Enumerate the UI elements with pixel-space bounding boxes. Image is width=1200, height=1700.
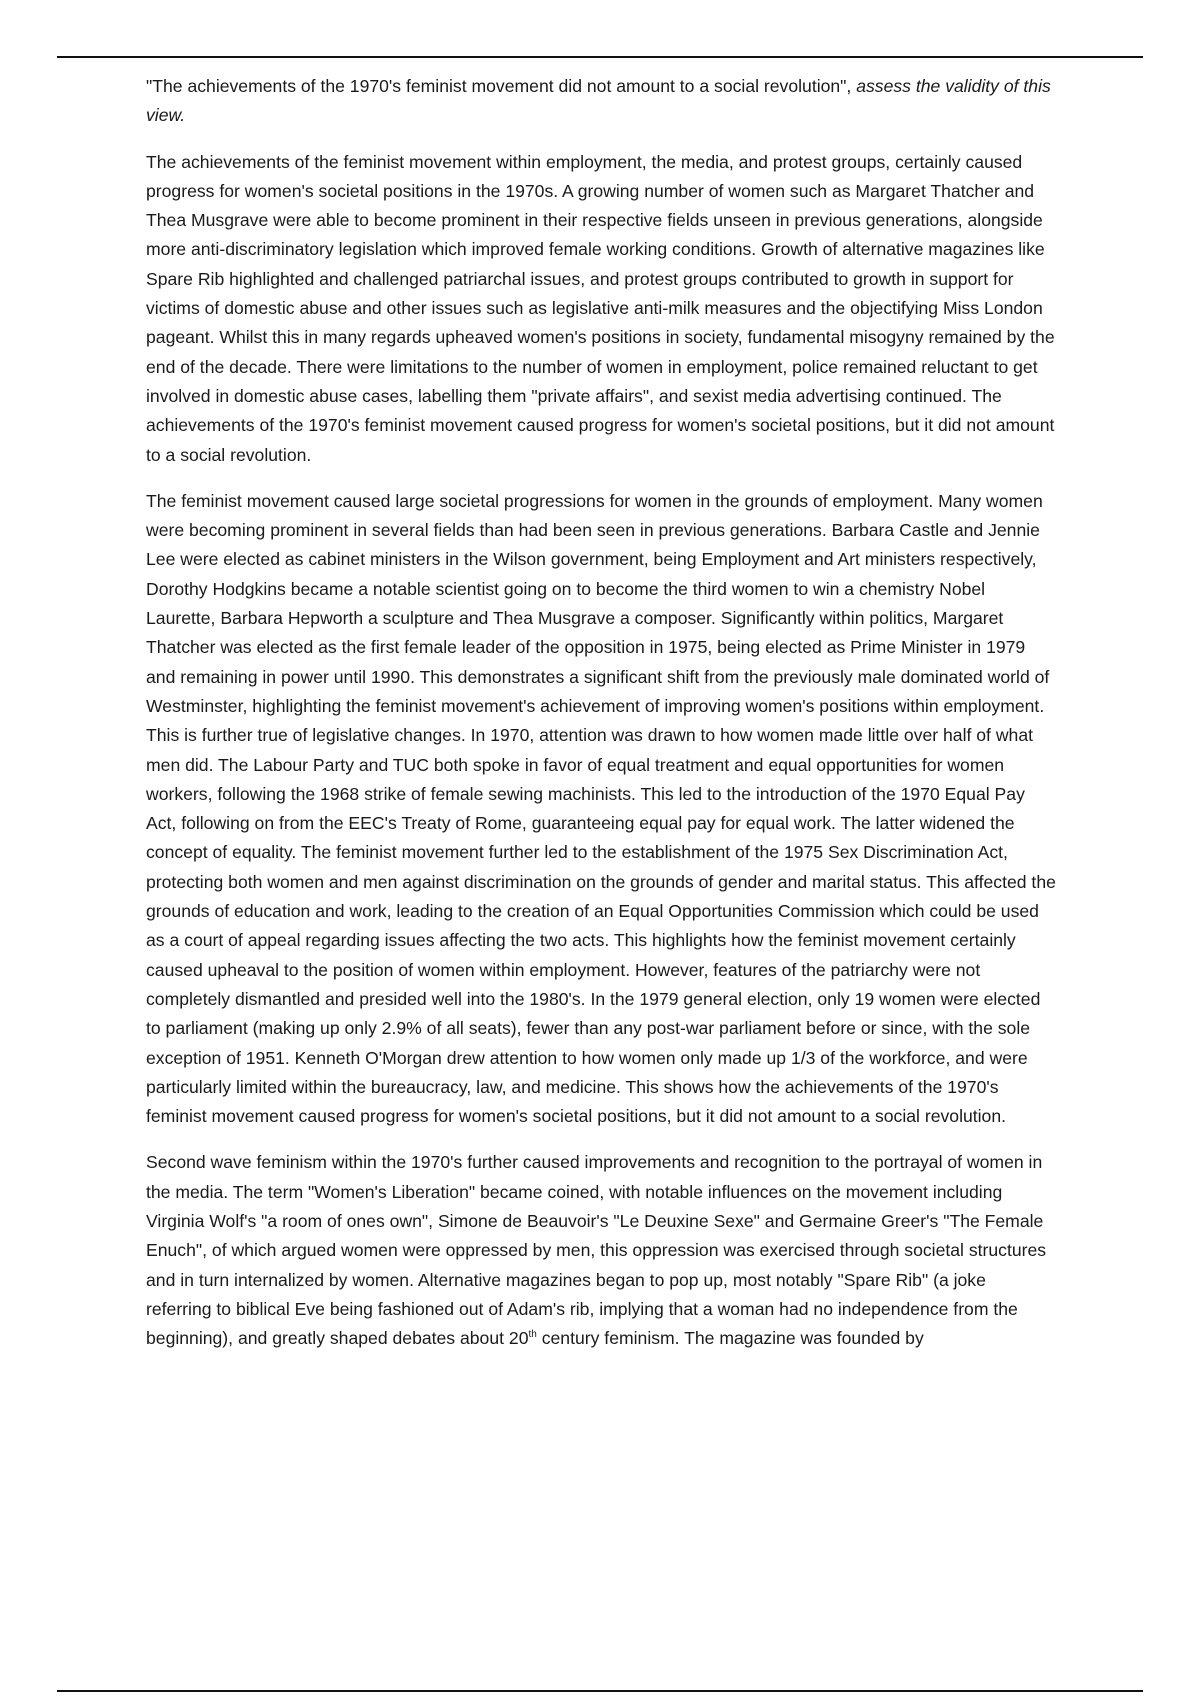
paragraph-media	[146, 1148, 1056, 1353]
ordinal-superscript: th	[528, 1329, 537, 1341]
top-rule	[57, 56, 1143, 58]
question-instruction: assess the validity of this view.	[146, 76, 1051, 126]
bottom-rule	[57, 1690, 1143, 1692]
essay-body	[146, 72, 1056, 1370]
paragraph-media-text: Second wave feminism within the 1970's further caused improvements and recognition to the portrayal of women in the media. The term "Women's Liberation" became coined, with notable influences on the movement including Virginia Wolf's "a room of ones own", Simone de Beauvoir's "Le Deuxine Sexe" and Germaine Greer's "The Female Enuch", of which argued women were oppressed by men, this oppression was exercised through societal structures and in turn internalized by women. Alternative magazines began to pop up, most notably "Spare Rib" (a joke referring to biblical Eve being fashioned out of Adam's rib, implying that a woman had no independence from the beginning), and greatly shaped debates about 20	[146, 1152, 1047, 1349]
essay-question	[146, 72, 1056, 131]
paragraph-media-text-end: century feminism. The magazine was founded by	[536, 1328, 924, 1349]
question-quote: "The achievements of the 1970's feminist movement did not amount to a social revolution",	[146, 76, 857, 96]
paragraph-introduction: The achievements of the feminist movement within employment, the media, and protest groups, certainly caused progress for women's societal positions in the 1970s. A growing number of women such as Margaret Thatcher and Thea Musgrave were able to become prominent in their respective fields unseen in previous generations, alongside more anti-discriminatory legislation which improved female working conditions. Growth of alternative magazines like Spare Rib highlighted and challenged patriarchal issues, and protest groups contributed to growth in support for victims of domestic abuse and other issues such as legislative anti-milk measures and the objectifying Miss London pageant. Whilst this in many regards upheaved women's positions in society, fundamental misogyny remained by the end of the decade. There were limitations to the number of women in employment, police remained reluctant to get involved in domestic abuse cases, labelling them "private affairs", and sexist media advertising continued. The achievements of the 1970's feminist movement caused progress for women's societal positions, but it did not amount to a social revolution.	[146, 151, 1055, 465]
paragraph-employment: The feminist movement caused large societal progressions for women in the grounds of employment. Many women were becoming prominent in several fields than had been seen in previous generations. Barbara Castle and Jennie Lee were elected as cabinet ministers in the Wilson government, being Employment and Art ministers respectively, Dorothy Hodgkins became a notable scientist going on to become the third women to win a chemistry Nobel Laurette, Barbara Hepworth a sculpture and Thea Musgrave a composer. Significantly within politics, Margaret Thatcher was elected as the first female leader of the opposition in 1975, being elected as Prime Minister in 1979 and remaining in power until 1990. This demonstrates a significant shift from the previously male dominated world of Westminster, highlighting the feminist movement's achievement of improving women's positions within employment. This is further true of legislative changes. In 1970, attention was drawn to how women made little over half of what men did. The Labour Party and TUC both spoke in favor of equal treatment and equal opportunities for women workers, following the 1968 strike of female sewing machinists. This led to the introduction of the 1970 Equal Pay Act, following on from the EEC's Treaty of Rome, guaranteeing equal pay for equal work. The latter widened the concept of equality. The feminist movement further led to the establishment of the 1975 Sex Discrimination Act, protecting both women and men against discrimination on the grounds of gender and marital status. This affected the grounds of education and work, leading to the creation of an Equal Opportunities Commission which could be used as a court of appeal regarding issues affecting the two acts. This highlights how the feminist movement certainly caused upheaval to the position of women within employment. However, features of the patriarchy were not completely dismantled and presided well into the 1980's. In the 1979 general election, only 19 women were elected to parliament (making up only 2.9% of all seats), fewer than any post-war parliament before or since, with the sole exception of 1951. Kenneth O'Morgan drew attention to how women only made up 1/3 of the workforce, and were particularly limited within the bureaucracy, law, and medicine. This shows how the achievements of the 1970's feminist movement caused progress for women's societal positions, but it did not amount to a social revolution.	[146, 490, 1056, 1127]
